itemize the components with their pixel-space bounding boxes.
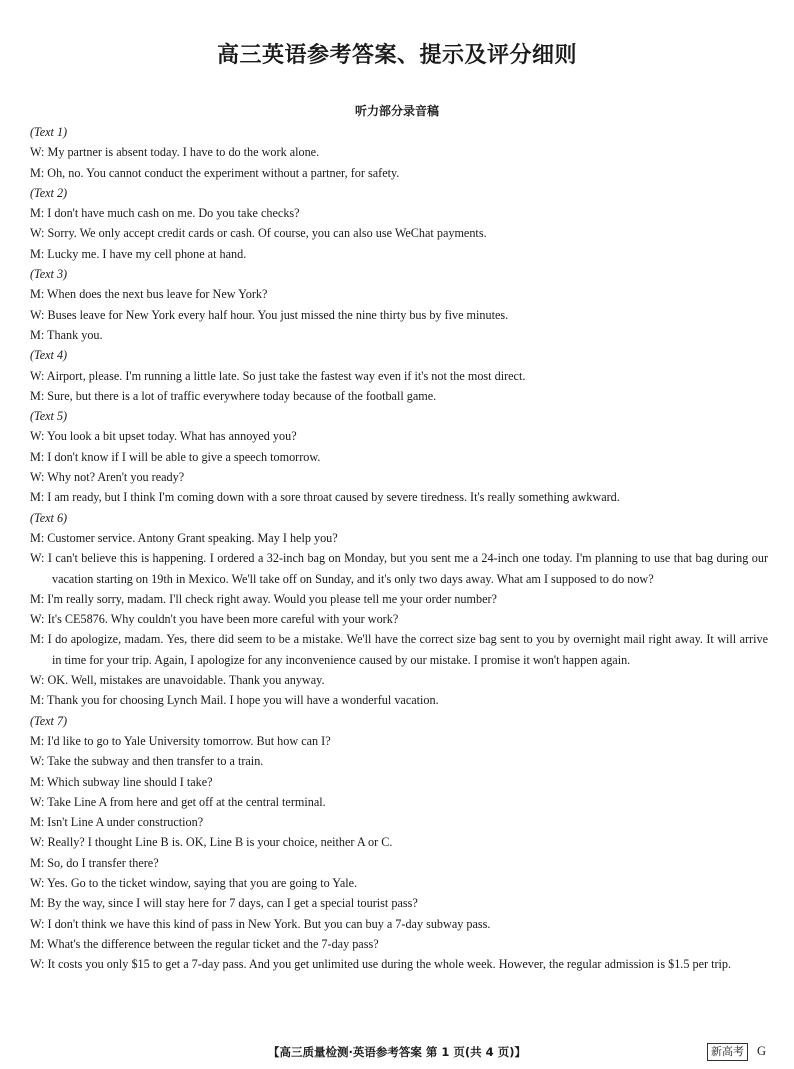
dialogue-line: W: It costs you only $15 to get a 7-day pass. And you get unlimited use during the whole week. However, the regular admission is $1.5 per trip. [30,957,732,972]
dialogue-line: M: Oh, no. You cannot conduct the experiment without a partner, for safety. [30,165,400,180]
dialogue-line: M: I'd like to go to Yale University tomorrow. But how can I? [30,733,331,748]
dialogue-line: M: I am ready, but I think I'm coming down with a sore throat caused by severe tiredness. It's really something awkward. [30,490,620,505]
dialogue-line: M: What's the difference between the regular ticket and the 7-day pass? [30,936,379,951]
dialogue-line: W: Why not? Aren't you ready? [30,470,185,485]
dialogue-line: W: Really? I thought Line B is. OK, Line B is your choice, neither A or C. [30,835,393,850]
page-footer: 【高三质量检测·英语参考答案 第 1 页(共 4 页)】 [268,1045,526,1059]
dialogue-line: M: Thank you for choosing Lynch Mail. I hope you will have a wonderful vacation. [30,693,439,708]
dialogue-line: M: Isn't Line A under construction? [30,815,204,830]
section-subtitle: 听力部分录音稿 [354,104,439,118]
dialogue-line: M: I'm really sorry, madam. I'll check right away. Would you please tell me your order number? [30,591,497,606]
edition-badge: 新高考 [707,1043,748,1061]
dialogue-line: W: OK. Well, mistakes are unavoidable. Thank you anyway. [30,673,325,688]
dialogue-line: W: Yes. Go to the ticket window, saying that you are going to Yale. [30,875,358,890]
dialogue-line: W: I can't believe this is happening. I ordered a 32-inch bag on Monday, but you sent me a 24-inch one today. I'm planning to use that bag during our vacation starting on 19th in Mexico. We'll take off on Sunday, and it's only two days away. What am I supposed to do now? [30,551,768,586]
text-section-label: (Text 3) [30,267,68,282]
dialogue-line: W: Take Line A from here and get off at the central terminal. [30,794,326,809]
dialogue-line: W: Take the subway and then transfer to a train. [30,754,264,769]
dialogue-line: M: I do apologize, madam. Yes, there did seem to be a mistake. We'll have the correct size bag sent to you by overnight mail right away. It will arrive in time for your trip. Again, I apologize for any inconvenience caused by our mistake. I promise it won't happen again. [30,632,768,667]
dialogue-line: W: Airport, please. I'm running a little late. So just take the fastest way even if it's not the most direct. [30,368,526,383]
dialogue-line: M: Which subway line should I take? [30,774,213,789]
dialogue-line: W: My partner is absent today. I have to do the work alone. [30,145,320,160]
dialogue-line: M: Lucky me. I have my cell phone at hand. [30,246,247,261]
dialogue-line: M: I don't know if I will be able to give a speech tomorrow. [30,449,321,464]
text-section-label: (Text 6) [30,510,68,525]
text-section-label: (Text 5) [30,409,68,424]
dialogue-line: M: So, do I transfer there? [30,855,159,870]
edition-letter: G [757,1044,767,1058]
dialogue-line: W: Sorry. We only accept credit cards or cash. Of course, you can also use WeChat payments. [30,226,487,241]
dialogue-line: M: Sure, but there is a lot of traffic everywhere today because of the football game. [30,388,437,403]
dialogue-line: W: I don't think we have this kind of pass in New York. But you can buy a 7-day subway pass. [30,916,491,931]
dialogue-line: M: By the way, since I will stay here for 7 days, can I get a special tourist pass? [30,896,418,911]
document-title: 高三英语参考答案、提示及评分细则 [216,43,577,68]
dialogue-line: M: Thank you. [30,327,103,342]
transcript-body [30,122,768,974]
text-section-label: (Text 2) [30,185,68,200]
dialogue-line: W: Buses leave for New York every half hour. You just missed the nine thirty bus by five minutes. [30,307,509,322]
text-section-label: (Text 1) [30,125,68,139]
text-section-label: (Text 7) [30,713,68,728]
text-section-label: (Text 4) [30,348,68,363]
dialogue-line: W: It's CE5876. Why couldn't you have been more careful with your work? [30,612,399,627]
dialogue-line: M: I don't have much cash on me. Do you take checks? [30,206,300,221]
dialogue-line: M: Customer service. Antony Grant speaking. May I help you? [30,530,338,545]
dialogue-line: W: You look a bit upset today. What has annoyed you? [30,429,297,444]
dialogue-line: M: When does the next bus leave for New York? [30,287,268,302]
